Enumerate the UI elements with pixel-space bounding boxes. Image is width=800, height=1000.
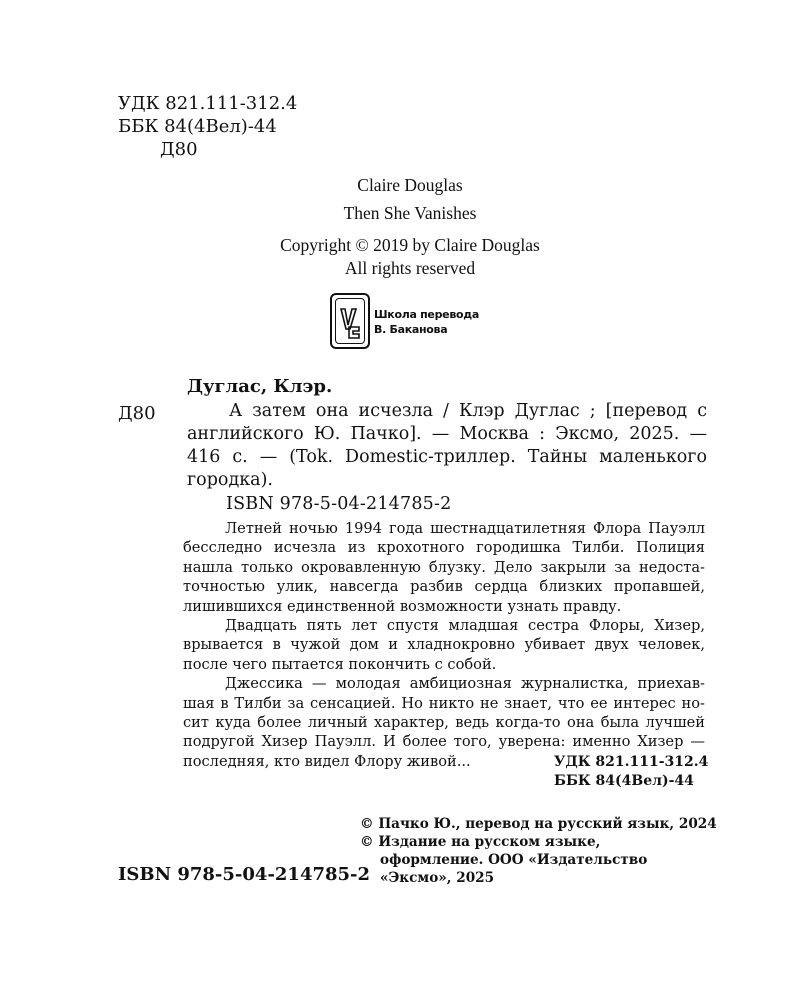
udk-code: УДК 821.111-312.4 — [118, 93, 298, 114]
bibliography-author: Дуглас, Клэр. — [187, 376, 333, 397]
annotation-line: последняя, кто видел Флору живой... — [183, 752, 471, 770]
bibliography-line: английского Ю. Пачко]. — Москва : Эксмо, 2025. — — [187, 424, 707, 444]
annotation-line: Летней ночью 1994 года шестнадцатилетняя Флора Пауэлл — [225, 520, 705, 537]
annotation-codes — [554, 753, 708, 791]
annotation-line: после чего пытается покончить с собой. — [183, 655, 497, 673]
annotation-line: врывается в чужой дом и хладнокровно убивает двух человек, — [183, 636, 705, 654]
edition-copyright-line-1: © Издание на русском языке, — [360, 834, 601, 850]
annotation-line: подругой Хизер Пауэлл. И более того, уверена: именно Хизер — — [183, 733, 705, 751]
edition-copyright-line-3: «Эксмо», 2025 — [380, 870, 495, 886]
translation-copyright: © Пачко Ю., перевод на русский язык, 2024 — [360, 816, 717, 832]
annotation-line: нашла только окровавленную блузку. Дело закрыли за недоста- — [183, 558, 705, 576]
annotation — [183, 519, 705, 771]
annotation-line: точностью улик, навсегда разбив сердца близких пропавшей, — [183, 578, 705, 596]
isbn-bottom: ISBN 978-5-04-214785-2 — [118, 864, 371, 885]
original-author: Claire Douglas — [357, 175, 463, 195]
school-of-translation-logo-icon — [330, 293, 370, 349]
bibliography-line: А затем она исчезла / Клэр Дуглас ; [перевод с — [229, 401, 707, 421]
bbk-code: ББК 84(4Вел)-44 — [118, 116, 277, 137]
bibliography-isbn: ISBN 978-5-04-214785-2 — [226, 494, 452, 514]
annotation-line: лишившихся единственной возможности узнать правду. — [183, 597, 622, 615]
annotation-line: сит куда более личный характер, ведь когда-то она была лучшей — [183, 714, 705, 732]
annotation-line: Джессика — молодая амбициозная журналистка, приехав- — [225, 675, 705, 693]
annotation-udk: УДК 821.111-312.4 — [554, 754, 709, 770]
logo-line-2: В. Баканова — [374, 323, 448, 336]
annotation-bbk: ББК 84(4Вел)-44 — [554, 773, 694, 789]
bibliography-line: городка). — [187, 470, 273, 490]
bibliography-description — [187, 400, 707, 492]
author-sign: Д80 — [160, 139, 198, 160]
bibliography-line: 416 с. — (Tok. Domestic-триллер. Тайны маленького — [187, 447, 707, 467]
original-title: Then She Vanishes — [343, 203, 477, 223]
original-copyright: Copyright © 2019 by Claire Douglas — [280, 235, 540, 255]
copyright-block — [360, 815, 717, 887]
logo-line-1: Школа перевода — [374, 308, 479, 321]
annotation-line: бесследно исчезла из крохотного городишка Тилби. Полиция — [183, 539, 705, 557]
bibliography-code: Д80 — [118, 403, 156, 424]
annotation-line: шая в Тилби за сенсацией. Но никто не знает, что ее интерес но- — [183, 694, 705, 712]
annotation-line: Двадцать пять лет спустя младшая сестра Флоры, Хизер, — [225, 617, 705, 635]
original-rights: All rights reserved — [344, 258, 476, 278]
edition-copyright-line-2: оформление. ООО «Издательство — [380, 852, 648, 868]
